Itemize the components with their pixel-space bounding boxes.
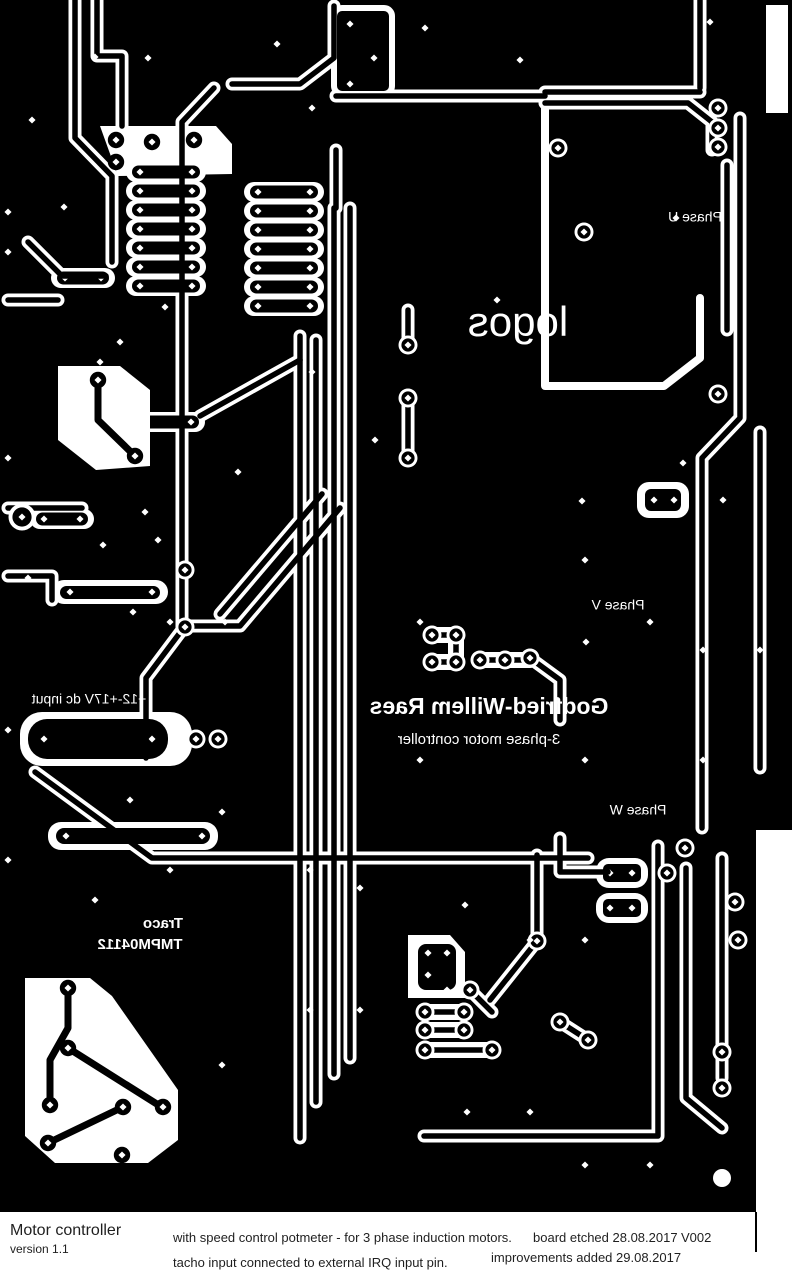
label-author: Godfried-Willem Raes [369,693,609,720]
label-power-input: +12-+17V dc input [31,690,147,707]
label-phase-w: Phase W [609,801,667,818]
improvements-date: improvements added 29.08.2017 [491,1250,682,1265]
etched-date: board etched 28.08.2017 [533,1230,678,1245]
footer-edge-tick [755,1212,757,1252]
board-title: Motor controller [10,1222,122,1239]
description-line1: with speed control potmeter - for 3 phase induction motors. [173,1230,512,1245]
label-phase-u: Phase U [668,208,722,225]
label-subtitle: 3-phase motor controller [397,730,561,748]
label-traco-brand: Traco [142,914,184,932]
label-logos: logos [467,298,569,346]
revision-code: V002 [681,1230,712,1245]
label-traco-part: TMPM04112 [97,935,183,953]
title-block [0,1212,792,1281]
label-phase-v: Phase V [591,596,645,613]
description-line2: tacho input connected to external IRQ input pin. [173,1255,448,1270]
board-version: version 1.1 [10,1242,69,1256]
drill-mark [713,1169,731,1187]
